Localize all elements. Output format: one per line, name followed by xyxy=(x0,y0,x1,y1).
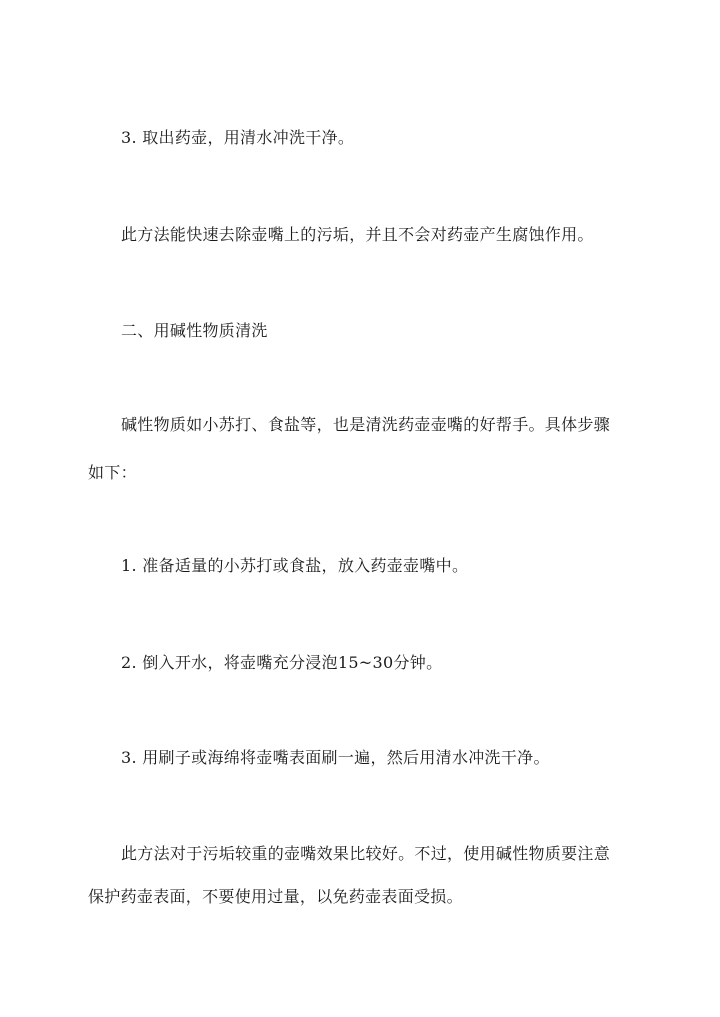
alkaline-intro-line-1: 碱性物质如小苏打、食盐等，也是清洗药壶壶嘴的好帮手。具体步骤 xyxy=(121,415,611,434)
step-2-soak: 2. 倒入开水，将壶嘴充分浸泡15~30分钟。 xyxy=(121,653,443,672)
step-1-prepare: 1. 准备适量的小苏打或食盐，放入药壶壶嘴中。 xyxy=(121,556,469,575)
method-summary-paragraph: 此方法能快速去除壶嘴上的污垢，并且不会对药壶产生腐蚀作用。 xyxy=(121,225,594,244)
section-heading-alkaline: 二、用碱性物质清洗 xyxy=(121,321,268,340)
conclusion-line-2: 保护药壶表面，不要使用过量，以免药壶表面受损。 xyxy=(88,887,463,906)
conclusion-line-1: 此方法对于污垢较重的壶嘴效果比较好。不过，使用碱性物质要注意 xyxy=(121,844,611,863)
step-3-rinse: 3. 取出药壶，用清水冲洗干净。 xyxy=(121,128,355,147)
alkaline-intro-line-2: 如下： xyxy=(88,463,137,482)
step-3-brush: 3. 用刷子或海绵将壶嘴表面刷一遍，然后用清水冲洗干净。 xyxy=(121,748,550,767)
